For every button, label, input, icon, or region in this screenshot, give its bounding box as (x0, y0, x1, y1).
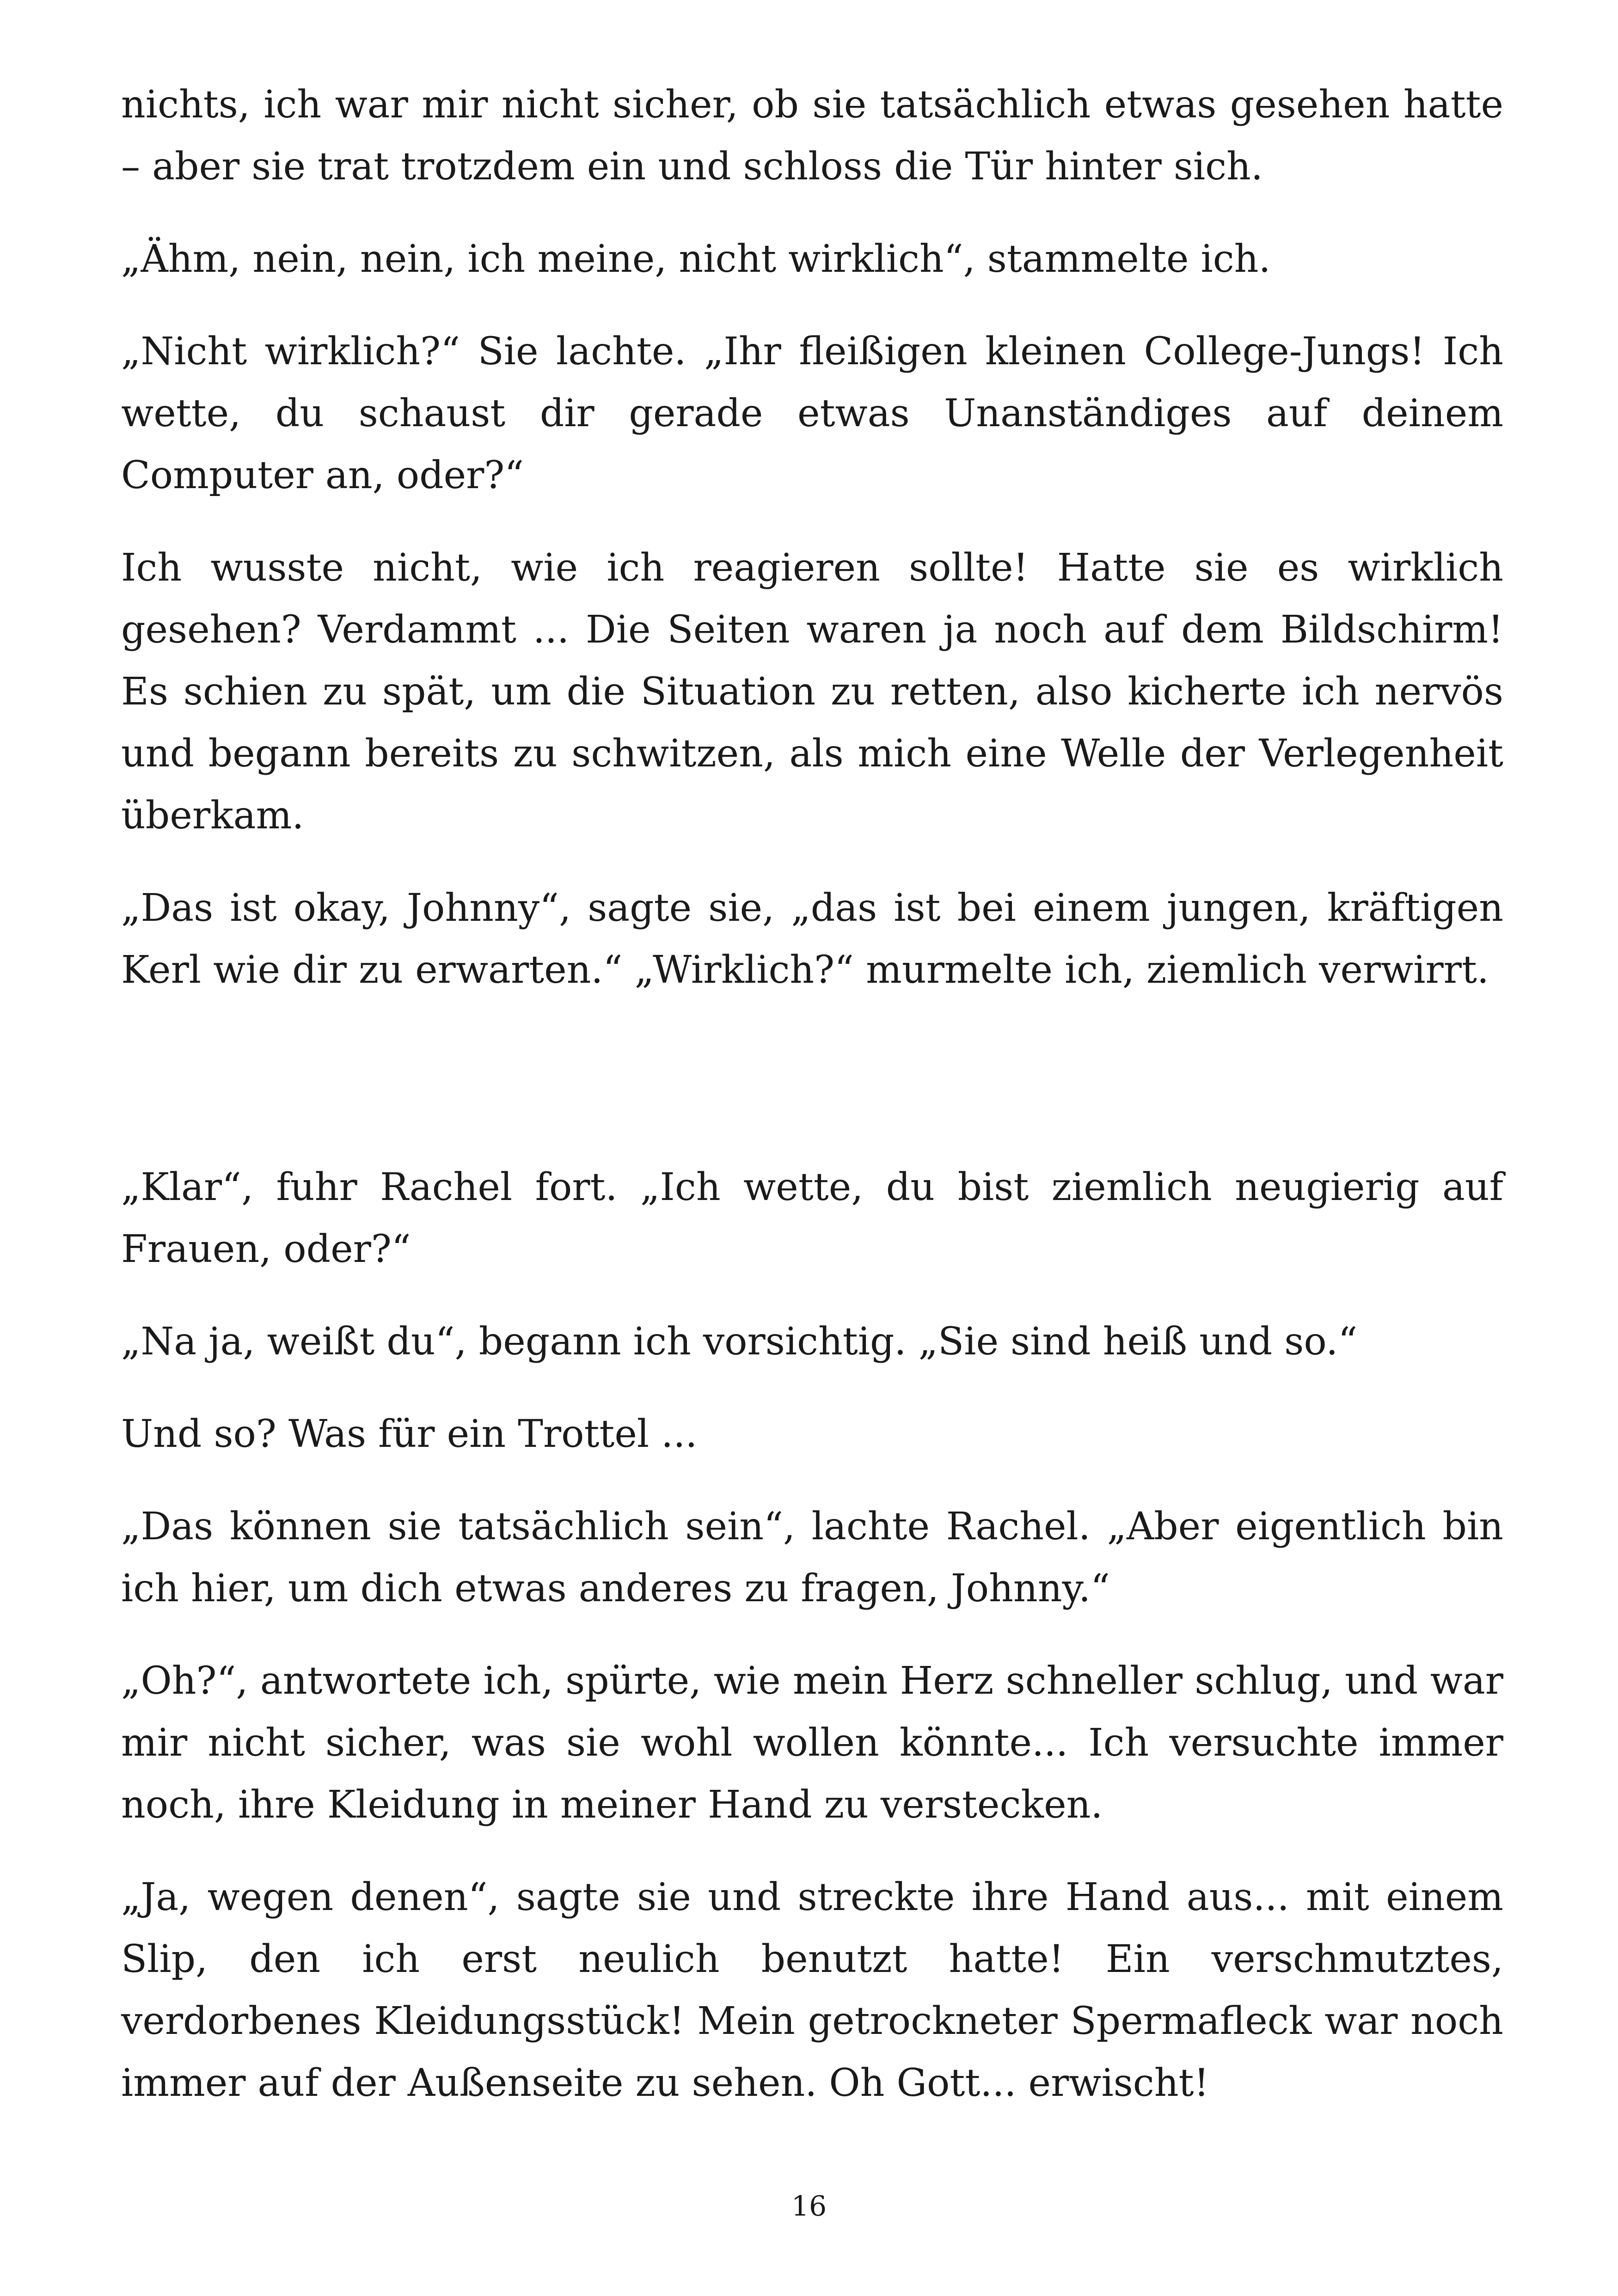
page-number: 16 (791, 2190, 827, 2223)
paragraph-3: „Nicht wirklich?“ Sie lachte. „Ihr fleißigen kleinen College-Jungs! Ich wette, du schaust dir gerade etwas Unanständiges auf deinem Computer an, oder?“ (121, 330, 1503, 497)
paragraph-6: „Klar“, fuhr Rachel fort. „Ich wette, du bist ziemlich neugierig auf Frauen, oder?“ (121, 1165, 1503, 1271)
paragraph-10: „Oh?“, antwortete ich, spürte, wie mein Herz schneller schlug, und war mir nicht sicher, was sie wohl wollen könnte... Ich versuchte immer noch, ihre Kleidung in meiner Hand zu verstecken. (121, 1659, 1503, 1827)
paragraph-4: Ich wusste nicht, wie ich reagieren sollte! Hatte sie es wirklich gesehen? Verdammt ... Die Seiten waren ja noch auf dem Bildschirm! Es schien zu spät, um die Situation zu retten, also kicherte ich nervös und begann bereits zu schwitzen, als mich eine Welle der Verlegenheit überkam. (121, 546, 1503, 838)
body-text (121, 74, 1503, 2145)
paragraph-2: „Ähm, nein, nein, ich meine, nicht wirklich“, stammelte ich. (121, 237, 1271, 281)
paragraph-11: „Ja, wegen denen“, sagte sie und streckte ihre Hand aus... mit einem Slip, den ich erst neulich benutzt hatte! Ein verschmutztes, verdorbenes Kleidungsstück! Mein getrockneter Spermafleck war noch immer auf der Außenseite zu sehen. Oh Gott... erwischt! (121, 1875, 1503, 2105)
paragraph-9: „Das können sie tatsächlich sein“, lachte Rachel. „Aber eigentlich bin ich hier, um dich etwas anderes zu fragen, Johnny.“ (121, 1505, 1503, 1610)
paragraph-5: „Das ist okay, Johnny“, sagte sie, „das ist bei einem jungen, kräftigen Kerl wie dir zu erwarten.“ „Wirklich?“ murmelte ich, ziemlich verwirrt. (121, 886, 1503, 992)
paragraph-8: Und so? Was für ein Trottel ... (121, 1412, 698, 1456)
paragraph-7: „Na ja, weißt du“, begann ich vorsichtig. „Sie sind heiß und so.“ (121, 1320, 1358, 1364)
paragraph-1: nichts, ich war mir nicht sicher, ob sie tatsächlich etwas gesehen hatte – aber sie trat trotzdem ein und schloss die Tür hinter sich. (121, 83, 1503, 189)
